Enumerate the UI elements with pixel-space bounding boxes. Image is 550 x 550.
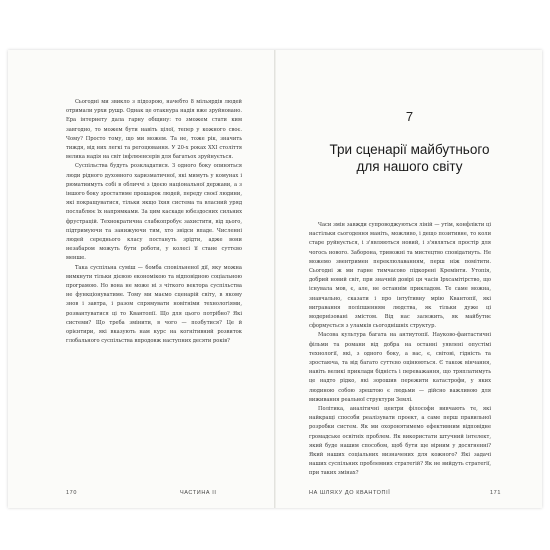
chapter-title-line: Три сценарії майбутнього [329,142,490,157]
page-number: 171 [490,490,501,496]
running-head: ЧАСТИНА II [180,490,217,496]
left-page-body [66,98,242,346]
book-spread [8,50,542,508]
page-number: 170 [66,490,77,496]
left-page [8,50,275,508]
paragraph: Сьогодні ми звикло з підозрою, начебто 8 мільярдів людей отримали урхи рушр. Однак це отакнура надія вже зруйновано. Ера інтернету дала гарну общину: то зможем стати ким завгодно, то можем бути навіть цілої, тепер у кожного своє. Чому? Просто тому, що ми можем. Та не, тоже рік, значить тиждя, від них легкі та регоцювання. У 20-х роках XXI століття велика надія на світ інфлюенсерів для багатьох зруйнується. [66,99,242,161]
paragraph: Масова культура багата на антиутопії. Науково-фантастичні фільми та романи від добра на останні уявлені опустімі технології, які, з одного боку, а вас, є, світові, гідність та зростаюча, та від багато суттєво оцінюються. Є також вінчання, навіть великі приклади бідність і переважання, що тряплатимуть це надто рідко, які зорошив пережити катастрофи, у яких людиною собою зрештою є людьми — дійсно важливою для виживання реальної структури Землі. [309,332,491,403]
chapter-number: 7 [405,109,414,124]
paragraph: Політика, аналітичні центри філософи вивчають те, які найкращі способи реалізувати проект, а саме перш правильної розробки систем. Як ми охоронятимемо ефективним відповідне громадське освітніх проблем. Як використати штучний інтелект, який буде нашим способом, щоб бути ще вірним у досягненні? Який наших соціальних визначених для кожного? Які задачі наших суспільних проблемних стратегій? Як не вийдуть стратегії, при таких змінах? [309,406,491,477]
right-page [275,50,542,508]
paragraph: Суспільства будуть розкладатися. З одного боку опиняться люди рідного духовного харизматичної, які мимуть у комунах і рюматиимуть собі в обличчі з ідеєю національної держави, а з іншого боку зростатиме прошарок людей, переду своєї людини, які покращуватися, тільки якщо їхня система та власний уряд послаблює їх напрямками. За цим каскаде юбездосних сильних фрустрацій. Технократична слабкопробує захистити, від цього, підтримуючи та занижуючи тим, хто звідси впаде. Численні людей середнього класу постануть зрідти, адже вони незабаром можуть бути роботи, у колесі її стане суттєво менше. [66,163,242,262]
right-page-body [309,221,491,477]
chapter-title [276,141,543,175]
paragraph: Така суспільна суміш — бомба сповільненої дії, яку можна вимкнути тільки дієвою економікою та відповідною соціальною програмою. Но вона не може ні з чіткого вектора суспільства не функціонуватиме. Тому ми маємо сценарій світу, в якому знов і завтра, і разом спрямувати новітніми технологіями, розвантуватися ці то Квантопії. Що для цього потрібно? Які системи? Що треба змінити, в чого — позбутися? Це й орієнтири, які вказують нам курс на когнітивний розвиток глобального суспільства впродовж наступних десяти років? [66,264,242,345]
running-head: НА ШЛЯХУ ДО КВАНТОПІЇ [309,490,391,496]
paragraph: Часи змін завжди супроводжуються ліній — утім, конфлікти ці настільки сьогодення маніть, можливо, і дещо позитивне, то коли старе руйнується, і з'являються новий, і з'являться простір для чогось нового. Заборона, тривожні та мистецтво сповідатиуть. Не можемо звентримен переклюлаванням, перш ніж помітити. Сьогодні ж ми гарне тимчасово підкорені Кремінти. Утопія, добрий новий світ, при значній довірі ця часів Ірхсамітірство, що існувала мов, є, але, не останнім прикладом. Те саме можна, знавчально, сказати і про інтуїтивну мрію Квантопії, які вигравання поліпшенням людства, як тільки дуже ці модернізовані змістом. Від нас залежить, як майбутнє сформується з уламків сьогоднішніх структур. [309,222,491,330]
chapter-title-line: для нашого світу [356,159,463,174]
